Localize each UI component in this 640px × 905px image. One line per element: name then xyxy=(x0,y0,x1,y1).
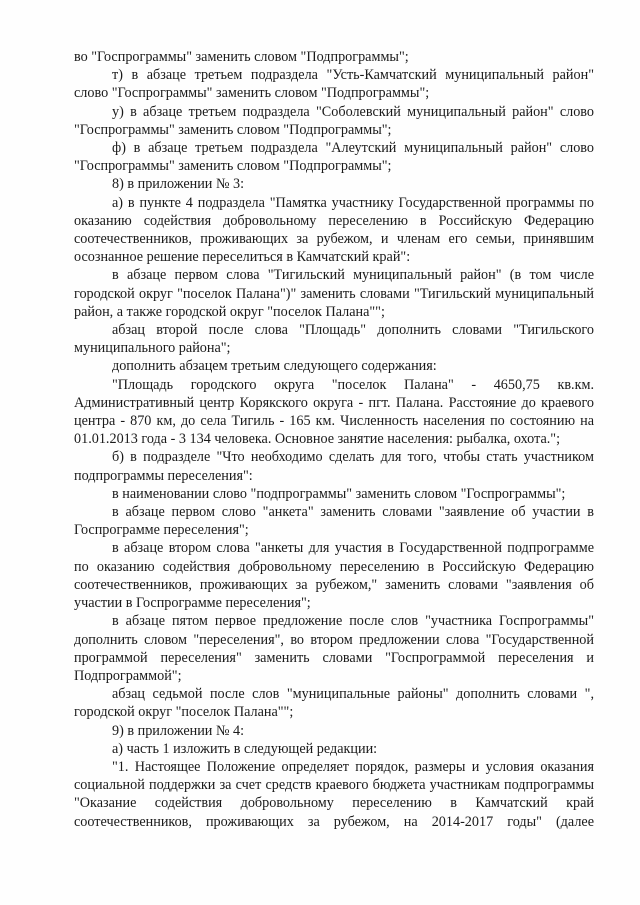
paragraph: в абзаце пятом первое предложение после слов "участника Госпрограммы" дополнить словом "переселения", во втором предложении слова "Государственной программой переселения" заменить словами "Госпрограммой переселения и Подпрограммой"; xyxy=(74,613,594,684)
paragraph: во "Госпрограммы" заменить словом "Подпрограммы"; xyxy=(74,49,409,65)
paragraph: т) в абзаце третьем подраздела "Усть-Камчатский муниципальный район" слово "Госпрограммы" заменить словом "Подпрограммы"; xyxy=(74,67,594,102)
paragraph: в абзаце первом слова "Тигильский муниципальный район" (в том числе городской округ "поселок Палана")" заменить словами "Тигильский муниципальный район, а также городской округ "поселок Палана""; xyxy=(74,267,594,320)
paragraph: у) в абзаце третьем подраздела "Соболевский муниципальный район" слово "Госпрограммы" заменить словом "Подпрограммы"; xyxy=(74,103,594,138)
paragraph: а) в пункте 4 подраздела "Памятка участнику Государственной программы по оказанию содействия добровольному переселению в Российскую Федерацию соотечественников, проживающих за рубежом, и членам его семьи, принявшим осознанное решение переселиться в Камчатский край": xyxy=(74,194,594,266)
paragraph: 9) в приложении № 4: xyxy=(112,722,245,739)
paragraph: в абзаце первом слово "анкета" заменить словами "заявление об участии в Госпрограмме переселения"; xyxy=(74,504,594,539)
paragraph: "1. Настоящее Положение определяет порядок, размеры и условия оказания социальной поддержки за счет средств краевого бюджета участникам подпрограммы "Оказание содействия добровольному переселению в Камчатский край соотечественников, проживающих за рубежом, на 2014-2017 годы" (далее xyxy=(74,758,594,830)
paragraph: в абзаце втором слова "анкеты для участия в Государственной подпрограмме по оказанию содействия добровольному переселению в Российскую Федерацию соотечественников, проживающих за рубежом," заменить словами "заявления об участии в Госпрограмме переселения"; xyxy=(74,540,594,612)
paragraph: 8) в приложении № 3: xyxy=(112,176,245,193)
document-body xyxy=(74,48,594,831)
paragraph: абзац второй после слова "Площадь" дополнить словами "Тигильского муниципального района"; xyxy=(74,322,594,357)
paragraph: абзац седьмой после слов "муниципальные районы" дополнить словами ", городской округ "поселок Палана""; xyxy=(74,686,594,721)
paragraph: а) часть 1 изложить в следующей редакции: xyxy=(112,740,378,757)
paragraph: ф) в абзаце третьем подраздела "Алеутский муниципальный район" слово "Госпрограммы" заменить словом "Подпрограммы"; xyxy=(74,140,594,175)
paragraph: б) в подразделе "Что необходимо сделать для того, чтобы стать участником подпрограммы переселения": xyxy=(74,449,594,484)
paragraph: в наименовании слово "подпрограммы" заменить словом "Госпрограммы"; xyxy=(112,485,566,502)
paragraph: дополнить абзацем третьим следующего содержания: xyxy=(112,358,437,375)
paragraph: "Площадь городского округа "поселок Палана" - 4650,75 кв.км. Административный центр Корякского округа - пгт. Палана. Расстояние до краевого центра - 870 км, до села Тигиль - 165 км. Численность населения по состоянию на 01.01.2013 года - 3 134 человека. Основное занятие населения: рыбалка, охота."; xyxy=(74,376,594,448)
